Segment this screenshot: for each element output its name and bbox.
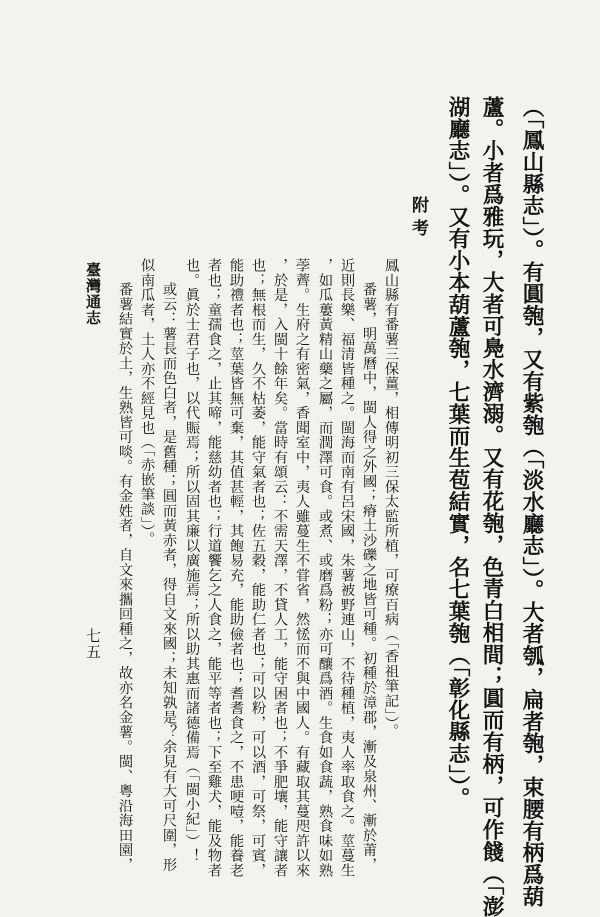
text-column: 似南瓜者，土人亦不經見也（「赤嵌筆談」）。	[139, 258, 155, 547]
text-column: 番薯結實於土，生熟皆可啖。有金姓者，自文來攜回種之，故亦名金薯。閩、粵沿海田園，	[117, 282, 133, 872]
text-column: 荸薺。生府之有密氣，香聞室中，夷人雖蔓生不甞省，然恡而不與中國人。有藏取其蔓咫許以來	[294, 258, 310, 878]
text-column: 者也；童孺食之，止其啼，能慈幼者也；行道饗乞之人食之，能平等者也；下至雞犬，能及物者	[206, 258, 222, 878]
text-column: 近則長樂、福清皆種之。閩海而南有呂宋國，朱薯被野連山，不待種植，夷人率取食之。莖蔓生	[339, 258, 355, 878]
text-column: 鳳山縣有番薯三保薑，相傳明初三保太監所植，可療百病（「香祖筆記」）。	[383, 258, 399, 739]
section-heading: 附考	[408, 196, 428, 242]
page-number: 七五	[84, 628, 102, 660]
text-column: 番薯，明萬曆中，閩人得之外國；瘠土沙礫之地皆可種。初種於漳郡，漸及泉州、漸於莆，	[361, 282, 377, 872]
text-column: ，如瓜蔞黃精山藥之屬，而潤澤可食。或煮、或磨爲粉；亦可釀爲酒。生食如食蔬，熟食味如熟	[317, 258, 333, 878]
text-column: 或云：薯長而色白者，是舊種；圓而黃赤者，得自文來國；未知孰是？余見有大可尺圍，形	[161, 282, 177, 872]
text-column: 能助禮者也；莖葉皆無可棄，其值甚輕，其飽易充，能助儉者也；耆耆食之，不患哽噎，能養老	[228, 258, 244, 878]
text-column: 湖廳志」）。又有小本葫蘆匏，七葉而生苞結實，名七葉匏（「彰化縣志」）。	[445, 96, 470, 809]
book-title-footer: 臺灣通志	[84, 262, 102, 326]
text-column: ，於是，入閩十餘年矣。當時有頌云：不需天澤，不貸人工，能守困者也；不爭肥壤，能守讓者	[272, 258, 288, 878]
text-column: 也。眞於士君子也，以代賑焉；所以固其廉以廣施焉；所以助其惠而諸德備焉（「閩小紀」）！	[184, 258, 200, 864]
text-column: 也；無根而生，久不枯萎，能守氣者也；佐五穀，能助仁者也；可以粉，可以酒，可祭，可賓，	[250, 258, 266, 878]
text-column: （「鳳山縣志」）。有圓匏，又有紫匏（「淡水廳志」）。大者瓠，扁者匏，束腰有柄爲葫	[519, 96, 544, 908]
text-column: 蘆。小者爲雅玩，大者可鳧水濟溺。又有花匏，色青白相間；圓而有柄，可作餞（「澎	[479, 96, 504, 917]
